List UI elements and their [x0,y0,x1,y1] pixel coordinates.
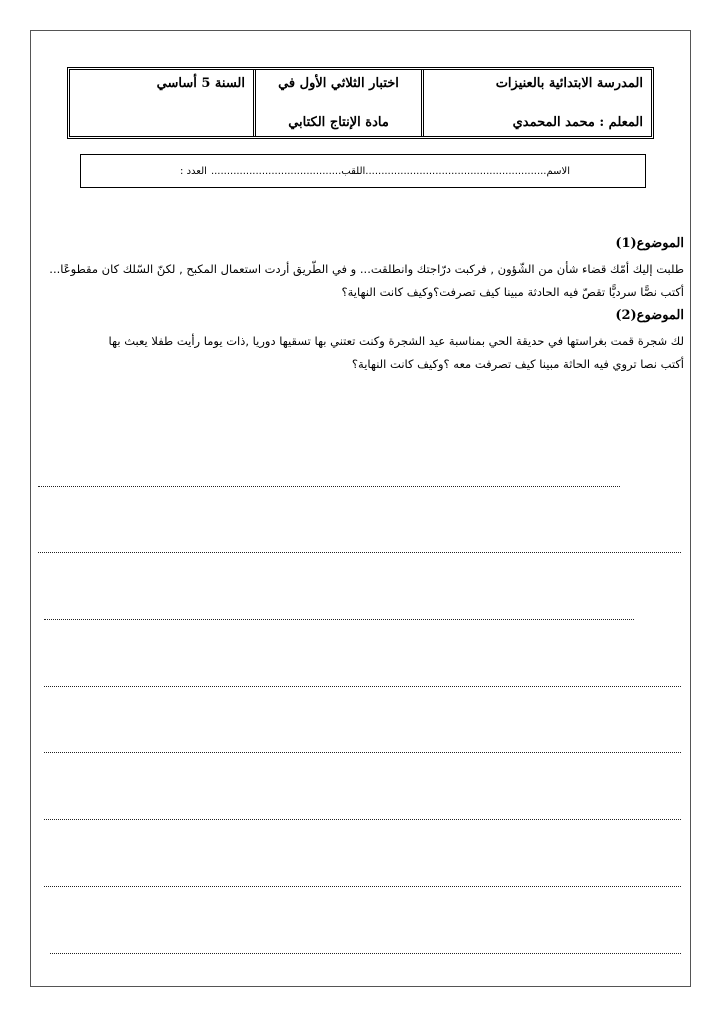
exam-header [67,67,654,139]
writing-line[interactable] [50,953,681,954]
name-field[interactable]: الاسم......................................................... [365,165,570,177]
exam-content [36,234,684,376]
exam-title-line1: اختبار الثلاثي الأول في [278,76,399,91]
topic-2 [36,306,684,376]
year-cell [70,70,253,136]
school-name: المدرسة الابتدائية بالعنيزات [495,76,643,91]
writing-line[interactable] [38,486,620,487]
exam-title-line2: مادة الإنتاج الكتابي [288,115,389,130]
student-info-box[interactable] [80,154,646,188]
topic-2-text: لك شجرة قمت بغراستها في حديقة الحي بمناسبة عيد الشجرة وكنت تعتني بها تسقيها دوريا ,ذات يوما رأيت طفلا يعبث بها [108,334,684,348]
writing-line[interactable] [44,619,634,620]
writing-line[interactable] [44,686,681,687]
topic-2-task: أكتب نصا تروي فيه الحاثة مبينا كيف تصرفت معه ؟وكيف كانت النهاية؟ [351,357,684,371]
school-cell [421,70,651,136]
grade-field: العدد : [180,165,207,177]
topic-1-text: طلبت إليك أمّك قضاء شأن من الشّؤون , فركبت درّاجتك وانطلقت... و في الطّريق أردت استعمال المكبح , لكنّ السّلك كان مقطوعًا... [49,262,684,276]
topic-2-title: الموضوع(2) [615,308,684,323]
surname-field[interactable]: اللقب......................................... [210,165,366,177]
exam-title-cell [253,70,421,136]
writing-line[interactable] [44,819,681,820]
topic-1-title: الموضوع(1) [615,236,684,251]
school-year: السنة 5 أساسي [156,76,245,91]
topic-1-task: أكتب نصًّا سرديًّا تقصّ فيه الحادثة مبينا كيف تصرفت؟وكيف كانت النهاية؟ [341,285,684,299]
writing-line[interactable] [38,552,681,553]
topic-1 [36,234,684,304]
teacher-name: المعلم : محمد المحمدي [512,115,643,130]
writing-line[interactable] [44,886,681,887]
writing-line[interactable] [44,752,681,753]
